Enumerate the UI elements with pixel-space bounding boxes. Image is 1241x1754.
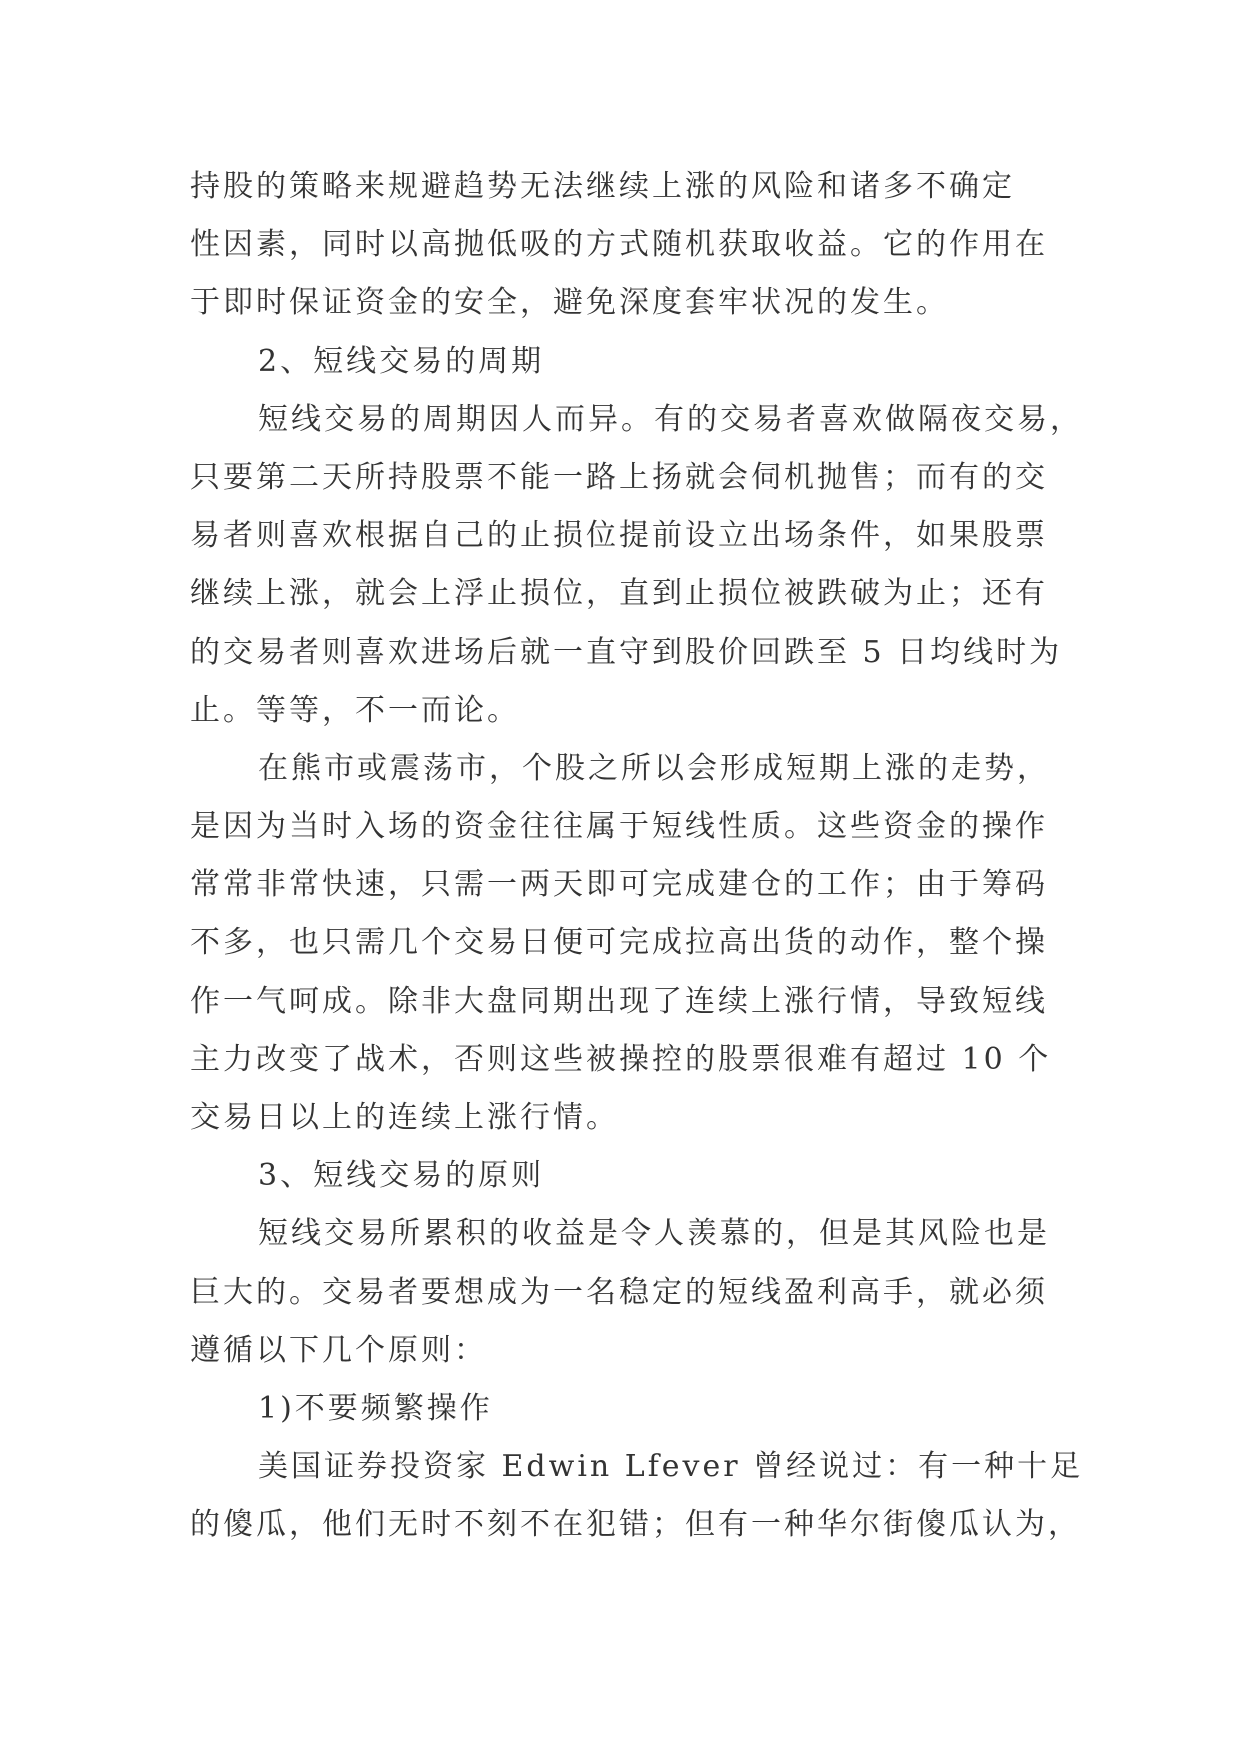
text-line: 短线交易的周期因人而异。有的交易者喜欢做隔夜交易， xyxy=(258,401,1083,437)
text-line: 交易日以上的连续上涨行情。 xyxy=(190,1100,619,1135)
text-line: 的傻瓜，他们无时不刻不在犯错；但有一种华尔街傻瓜认为， xyxy=(190,1507,1081,1543)
text-line: 主力改变了战术，否则这些被操控的股票很难有超过 10 个 xyxy=(190,1041,1052,1077)
text-line: 的交易者则喜欢进场后就一直守到股价回跌至 5 日均线时为 xyxy=(190,634,1063,670)
text-line: 作一气呵成。除非大盘同期出现了连续上涨行情，导致短线 xyxy=(190,983,1048,1019)
text-line: 常常非常快速，只需一两天即可完成建仓的工作；由于筹码 xyxy=(190,867,1048,903)
text-line: 遵循以下几个原则： xyxy=(190,1332,487,1368)
text-line: 止。等等，不一而论。 xyxy=(190,692,520,728)
text-line: 性因素，同时以高抛低吸的方式随机获取收益。它的作用在 xyxy=(190,227,1048,263)
text-line: 是因为当时入场的资金往往属于短线性质。这些资金的操作 xyxy=(190,809,1048,845)
text-line: 不多，也只需几个交易日便可完成拉高出货的动作，整个操 xyxy=(190,925,1048,961)
section-heading: 3、短线交易的原则 xyxy=(258,1158,545,1194)
text-line: 只要第二天所持股票不能一路上扬就会伺机抛售；而有的交 xyxy=(190,459,1048,495)
text-line: 继续上涨，就会上浮止损位，直到止损位被跌破为止；还有 xyxy=(190,576,1048,612)
text-line: 在熊市或震荡市，个股之所以会形成短期上涨的走势， xyxy=(258,750,1050,786)
text-line: 持股的策略来规避趋势无法继续上涨的风险和诸多不确定 xyxy=(190,169,1015,204)
text-line: 易者则喜欢根据自己的止损位提前设立出场条件，如果股票 xyxy=(190,518,1048,554)
text-line: 美国证券投资家 Edwin Lfever 曾经说过：有一种十足 xyxy=(258,1449,1084,1485)
list-item-heading: 1)不要频繁操作 xyxy=(258,1390,493,1426)
text-line: 于即时保证资金的安全，避免深度套牢状况的发生。 xyxy=(190,285,949,321)
section-heading: 2、短线交易的周期 xyxy=(258,343,545,379)
document-body xyxy=(190,158,1084,1555)
text-line: 巨大的。交易者要想成为一名稳定的短线盈利高手，就必须 xyxy=(190,1274,1048,1310)
text-line: 短线交易所累积的收益是令人羡慕的，但是其风险也是 xyxy=(258,1216,1050,1252)
